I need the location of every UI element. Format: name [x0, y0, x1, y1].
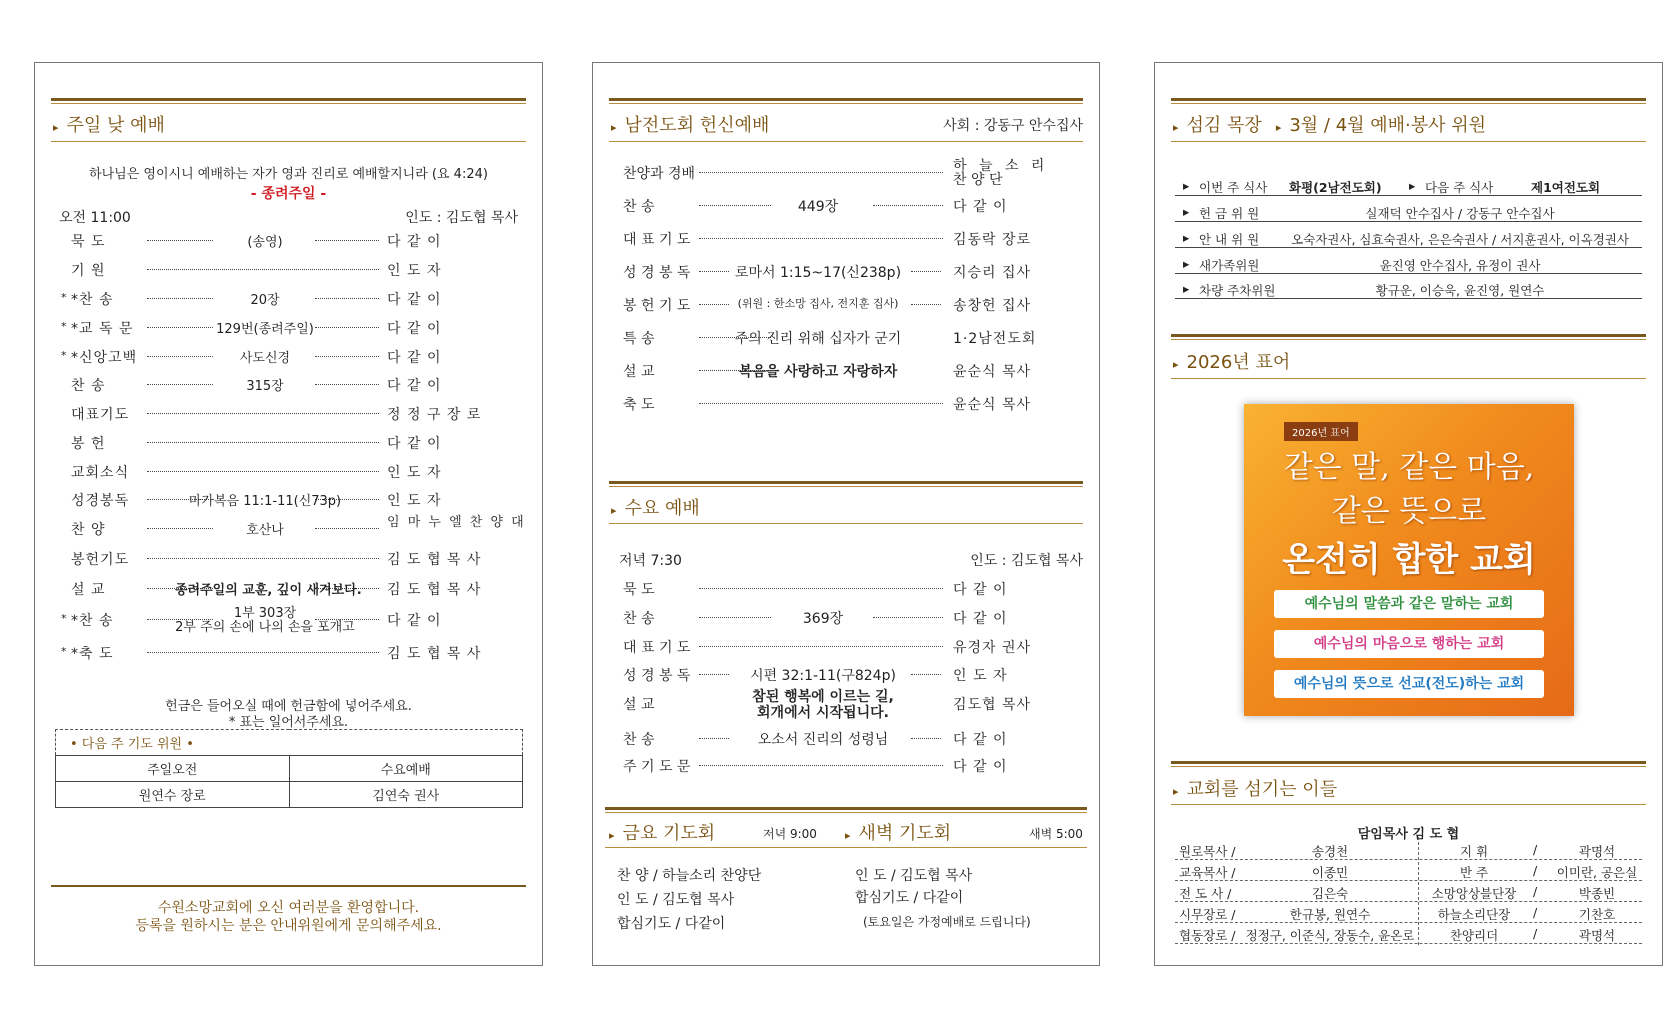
- worship-item-leader: 김도협 목사: [953, 697, 1032, 713]
- staff-role-right: 지 휘: [1459, 844, 1489, 859]
- worship-item-leader: 유경자 권사: [953, 640, 1032, 656]
- worship-item-leader-2: 찬 양 단: [953, 172, 1003, 188]
- dotted-leader: [873, 205, 943, 206]
- asterisk-mark: *: [61, 320, 67, 333]
- worship-item-leader: 다 같 이: [387, 436, 442, 452]
- footer-divider: [51, 885, 526, 887]
- worship-item-detail-2: 2부 주의 손에 나의 손을 포개고: [175, 620, 355, 635]
- dawn-time: 새벽 5:00: [1029, 827, 1083, 841]
- worship-item-name: 찬양과 경배: [623, 166, 696, 182]
- dotted-leader: [699, 238, 943, 239]
- staff-separator: /: [1533, 884, 1538, 899]
- worship-item-name: 설 교: [623, 697, 655, 713]
- worship-item-name: 성경봉독: [71, 493, 130, 509]
- serve-name: 윤진영 안수집사, 유정이 권사: [1379, 258, 1541, 273]
- serve-role: 안 내 위 원: [1199, 232, 1260, 247]
- worship-item-name: 찬 송: [623, 732, 655, 748]
- worship-item-name: 대표기도: [71, 407, 130, 423]
- section-divider: [51, 98, 526, 104]
- dotted-leader: [147, 558, 379, 559]
- poster-pill-will: 예수님의 뜻으로 선교(전도)하는 교회: [1274, 670, 1544, 698]
- staff-underline: [1175, 901, 1642, 902]
- worship-item-detail: 오소서 진리의 성령님: [757, 732, 889, 748]
- poster-tag: 2026년 표어: [1284, 422, 1358, 441]
- section-underline: [609, 523, 1083, 524]
- worship-item-detail: 449장: [797, 199, 839, 215]
- worship-item-name: *찬 송: [71, 292, 114, 308]
- worship-item-name: 설 교: [71, 582, 106, 598]
- section-divider: [1171, 98, 1646, 104]
- senior-pastor: 담임목사 김 도 협: [1357, 827, 1460, 842]
- section-underline: [609, 141, 1083, 142]
- serve-role: 차량 주차위원: [1199, 283, 1276, 298]
- worship-item-name: 봉헌기도: [71, 552, 130, 568]
- serve-role: 새가족위원: [1199, 258, 1260, 273]
- worship-item-leader: 김 도 협 목 사: [387, 646, 482, 662]
- worship-item-name: 찬 양: [71, 522, 106, 538]
- asterisk-mark: *: [61, 291, 67, 304]
- dotted-leader: [699, 588, 943, 589]
- staff-separator: /: [1533, 863, 1538, 878]
- section-underline: [605, 847, 841, 848]
- worship-item-leader: 인 도 자: [387, 493, 442, 509]
- worship-item-detail: 참된 행복에 이르는 길,: [752, 689, 894, 705]
- serve-bullet: ▸: [1183, 256, 1190, 271]
- worship-item-leader: 인 도 자: [387, 465, 442, 481]
- dotted-leader: [911, 271, 941, 272]
- dotted-leader: [911, 674, 941, 675]
- staff-name: 이종민: [1311, 865, 1349, 880]
- mens-host: 사회 : 강동구 안수집사: [943, 118, 1083, 134]
- staff-name-right: 이미란, 공은실: [1556, 865, 1638, 880]
- prayer-value-sunday: 원연수 장로: [56, 782, 290, 808]
- serve-role-next: 다음 주 식사: [1425, 180, 1494, 195]
- staff-underline: [1175, 922, 1642, 923]
- section-underline: [1171, 378, 1646, 379]
- worship-item-name: 찬 송: [71, 378, 106, 394]
- staff-name: 정정구, 이준식, 장동수, 윤온로: [1245, 928, 1415, 943]
- worship-item-detail: 315장: [246, 379, 284, 394]
- prayer-header-wednesday: 수요예배: [289, 756, 523, 782]
- staff-role: 교육목사 /: [1179, 865, 1236, 880]
- staff-underline: [1175, 943, 1642, 944]
- prayer-value-wednesday: 김연숙 권사: [289, 782, 523, 808]
- asterisk-mark: *: [61, 349, 67, 362]
- section-title-wednesday: ▸ 수요 예배: [611, 498, 700, 519]
- worship-item-leader: 다 같 이: [387, 321, 442, 337]
- worship-item-detail: 사도신경: [239, 351, 291, 366]
- serve-underline: [1175, 195, 1642, 196]
- dotted-leader: [147, 413, 379, 414]
- dotted-leader: [699, 765, 943, 766]
- staff-role-right: 소망앙상블단장: [1431, 886, 1517, 901]
- friday-line-1: 찬 양 / 하늘소리 찬양단: [617, 868, 762, 884]
- special-sunday: - 종려주일 -: [250, 186, 327, 202]
- worship-item-name: 찬 송: [623, 611, 655, 627]
- worship-item-name: 묵 도: [623, 582, 655, 598]
- worship-item-name: *신앙고백: [71, 350, 138, 366]
- worship-item-leader: 인 도 자: [953, 668, 1008, 684]
- worship-item-name: 기 원: [71, 263, 106, 279]
- worship-item-leader: 1·2남전도회: [953, 331, 1037, 347]
- section-underline: [1171, 141, 1646, 142]
- staff-role: 시무장로 /: [1179, 907, 1236, 922]
- staff-name: 한규봉, 원연수: [1289, 907, 1371, 922]
- dotted-leader: [147, 471, 379, 472]
- offering-note: 헌금은 들어오실 때에 헌금함에 넣어주세요.: [165, 699, 412, 714]
- bible-verse: 하나님은 영이시니 예배하는 자가 영과 진리로 예배할지니라 (요 4:24): [89, 167, 488, 182]
- worship-item-detail: 1부 303장: [233, 606, 297, 621]
- worship-item-detail: 로마서 1:15~17(신238p): [734, 265, 902, 281]
- serve-bullet: ▸: [1183, 281, 1190, 296]
- poster-pill-heart: 예수님의 마음으로 행하는 교회: [1274, 630, 1544, 658]
- worship-item-detail: 369장: [802, 611, 844, 627]
- worship-item-leader: 윤순식 목사: [953, 364, 1032, 380]
- staff-separator: /: [1533, 905, 1538, 920]
- worship-item-name: 성 경 봉 독: [623, 668, 691, 684]
- worship-item-name: 묵 도: [71, 234, 106, 250]
- worship-item-leader: 다 같 이: [387, 378, 442, 394]
- section-underline: [841, 847, 1087, 848]
- staff-underline: [1175, 859, 1642, 860]
- worship-item-name: 교회소식: [71, 465, 130, 481]
- section-divider: [1171, 334, 1646, 340]
- staff-separator: /: [1533, 842, 1538, 857]
- serve-underline: [1175, 247, 1642, 248]
- staff-name-right: 박종빈: [1578, 886, 1616, 901]
- serve-role: 이번 주 식사: [1199, 180, 1268, 195]
- section-title-friday: ▸ 금요 기도회: [609, 823, 716, 844]
- friday-line-2: 인 도 / 김도협 목사: [617, 892, 735, 908]
- worship-item-name: 대 표 기 도: [623, 232, 691, 248]
- worship-item-name: 성 경 봉 독: [623, 265, 691, 281]
- staff-underline: [1175, 880, 1642, 881]
- dotted-leader: [699, 646, 943, 647]
- worship-item-name: 주 기 도 문: [623, 759, 691, 775]
- dotted-leader: [147, 269, 379, 270]
- dotted-leader: [699, 172, 943, 173]
- prayer-committee-table: [55, 729, 523, 808]
- serve-bullet: ▸: [1183, 204, 1190, 219]
- dotted-leader: [699, 403, 943, 404]
- worship-item-leader: 다 같 이: [387, 292, 442, 308]
- worship-item-detail: 시편 32:1-11(구824p): [750, 668, 896, 684]
- worship-item-leader: 다 같 이: [953, 759, 1008, 775]
- worship-item-leader: 다 같 이: [387, 350, 442, 366]
- motto-poster: [1244, 404, 1574, 716]
- asterisk-mark: *: [61, 645, 67, 658]
- worship-item-name: 봉 헌 기 도: [623, 298, 691, 314]
- dotted-leader: [147, 652, 379, 653]
- section-divider: [1171, 761, 1646, 767]
- worship-item-leader: 정 정 구 장 로: [387, 407, 482, 423]
- worship-item-name: 축 도: [623, 397, 655, 413]
- section-title-motto: ▸ 2026년 표어: [1173, 352, 1291, 373]
- asterisk-mark: *: [61, 612, 67, 625]
- staff-role-right: 반 주: [1459, 865, 1489, 880]
- serve-name: 오숙자권사, 심효숙권사, 은은숙권사 / 서지훈권사, 이옥경권사: [1291, 232, 1629, 247]
- worship-item-name: 대 표 기 도: [623, 640, 691, 656]
- friday-time: 저녁 9:00: [763, 827, 817, 841]
- worship-item-leader: 다 같 이: [387, 613, 442, 629]
- worship-item-leader: 송창헌 집사: [953, 298, 1032, 314]
- wednesday-leader: 인도 : 김도협 목사: [970, 553, 1083, 569]
- worship-item-leader: 김 도 협 목 사: [387, 582, 482, 598]
- worship-item-leader: 다 같 이: [387, 234, 442, 250]
- welcome-line-2: 등록을 원하시는 분은 안내위원에게 문의해주세요.: [135, 918, 442, 934]
- standing-note: * 표는 일어서주세요.: [228, 715, 349, 730]
- section-divider: [609, 481, 1083, 487]
- worship-item-leader: 지승리 집사: [953, 265, 1032, 281]
- worship-item-leader: 다 같 이: [953, 611, 1008, 627]
- staff-role-right: 찬양리더: [1449, 928, 1499, 943]
- dotted-leader: [873, 617, 943, 618]
- worship-item-leader: 다 같 이: [953, 732, 1008, 748]
- staff-name-right: 곽명석: [1578, 928, 1616, 943]
- serve-underline: [1175, 298, 1642, 299]
- poster-line-2: 같은 뜻으로: [1331, 494, 1487, 529]
- section-title-sunday: ▸ 주일 낮 예배: [53, 115, 165, 136]
- staff-name-right: 기찬호: [1578, 907, 1616, 922]
- staff-separator: /: [1533, 926, 1538, 941]
- worship-item-detail: (위원 : 한소망 집사, 전지훈 집사): [737, 297, 899, 310]
- dawn-line-1: 인 도 / 김도협 목사: [855, 868, 973, 884]
- section-underline: [51, 141, 526, 142]
- worship-item-detail: 129번(종려주일): [216, 322, 314, 337]
- friday-line-3: 합심기도 / 다같이: [617, 916, 726, 932]
- worship-item-leader: 다 같 이: [953, 582, 1008, 598]
- worship-item-name: *축 도: [71, 646, 114, 662]
- worship-item-detail-2: 회개에서 시작됩니다.: [757, 705, 889, 721]
- serve-role: 헌 금 위 원: [1199, 206, 1260, 221]
- section-divider: [841, 807, 1087, 813]
- service-leader: 인도 : 김도협 목사: [405, 210, 518, 226]
- serve-bullet: ▸: [1183, 230, 1190, 245]
- staff-role: 전 도 사 /: [1179, 886, 1232, 901]
- dotted-leader: [911, 304, 941, 305]
- service-time: 오전 11:00: [59, 210, 131, 226]
- serve-name-next: 제1여전도회: [1531, 180, 1601, 195]
- worship-item-name: *찬 송: [71, 613, 114, 629]
- wednesday-time: 저녁 7:30: [619, 553, 682, 569]
- worship-item-name: 특 송: [623, 331, 655, 347]
- staff-column-divider: [1418, 837, 1419, 945]
- serve-name: 황규운, 이승욱, 윤진영, 원연수: [1375, 283, 1545, 298]
- worship-item-detail: 호산나: [246, 523, 284, 538]
- worship-item-leader: 김 도 협 목 사: [387, 552, 482, 568]
- staff-role: 협동장로 /: [1179, 928, 1236, 943]
- poster-pill-word: 예수님의 말씀과 같은 말하는 교회: [1274, 590, 1544, 618]
- worship-item-name: 봉 헌: [71, 436, 106, 452]
- staff-name: 김은숙: [1311, 886, 1349, 901]
- section-divider: [605, 807, 841, 813]
- worship-item-detail: (송영): [247, 235, 283, 250]
- worship-item-detail: 마가복음 11:1-11(신73p): [188, 494, 342, 509]
- worship-item-detail: 20장: [250, 293, 280, 308]
- serve-name: 화평(2남전도회): [1289, 180, 1382, 195]
- staff-name: 송경천: [1311, 844, 1349, 859]
- section-divider: [609, 98, 1083, 104]
- staff-name-right: 곽명석: [1578, 844, 1616, 859]
- worship-item-detail: 복음을 사랑하고 자랑하자: [738, 364, 898, 380]
- worship-item-name: 설 교: [623, 364, 655, 380]
- serve-bullet: ▸: [1409, 178, 1416, 193]
- staff-role: 원로목사 /: [1179, 844, 1236, 859]
- welcome-line-1: 수원소망교회에 오신 여러분을 환영합니다.: [157, 900, 420, 916]
- worship-item-name: 찬 송: [623, 199, 655, 215]
- worship-item-leader: 김동락 장로: [953, 232, 1032, 248]
- section-title-staff: ▸ 교회를 섬기는 이들: [1173, 779, 1338, 800]
- poster-line-3: 온전히 합한 교회: [1282, 540, 1536, 580]
- staff-role-right: 하늘소리단장: [1437, 907, 1511, 922]
- worship-item-leader: 다 같 이: [953, 199, 1008, 215]
- worship-item-leader: 인 도 자: [387, 263, 442, 279]
- prayer-committee-title: • 다음 주 기도 위원 •: [56, 730, 523, 756]
- prayer-header-sunday: 주일오전: [56, 756, 290, 782]
- dotted-leader: [147, 442, 379, 443]
- worship-item-name: *교 독 문: [71, 321, 134, 337]
- serve-underline: [1175, 221, 1642, 222]
- section-title-serve: ▸ 섬김 목장 ▸ 3월 / 4월 예배·봉사 위원: [1173, 115, 1487, 136]
- worship-item-detail: 주의 진리 위해 십자가 군기: [734, 331, 902, 347]
- worship-item-leader: 하 늘 소 리: [953, 158, 1049, 174]
- worship-item-leader: 윤순식 목사: [953, 397, 1032, 413]
- section-title-mens: ▸ 남전도회 헌신예배: [611, 115, 770, 136]
- serve-name: 실재덕 안수집사 / 강동구 안수집사: [1365, 206, 1555, 221]
- serve-underline: [1175, 273, 1642, 274]
- section-underline: [1171, 804, 1646, 805]
- poster-line-1: 같은 말, 같은 마음,: [1283, 450, 1535, 485]
- worship-item-detail: 종려주일의 교훈, 깊이 새겨보다.: [175, 583, 362, 598]
- dotted-leader: [911, 738, 941, 739]
- panel-service-team: [1154, 62, 1663, 966]
- section-title-dawn: ▸ 새벽 기도회: [845, 823, 952, 844]
- panel-sunday-worship: [34, 62, 543, 966]
- serve-bullet: ▸: [1183, 178, 1190, 193]
- worship-item-leader: 임 마 누 엘 찬 양 대: [387, 515, 526, 530]
- dawn-line-3: (토요일은 가정예배로 드립니다): [863, 915, 1031, 929]
- panel-mens-mission-worship: [592, 62, 1100, 966]
- dawn-line-2: 합심기도 / 다같이: [855, 890, 964, 906]
